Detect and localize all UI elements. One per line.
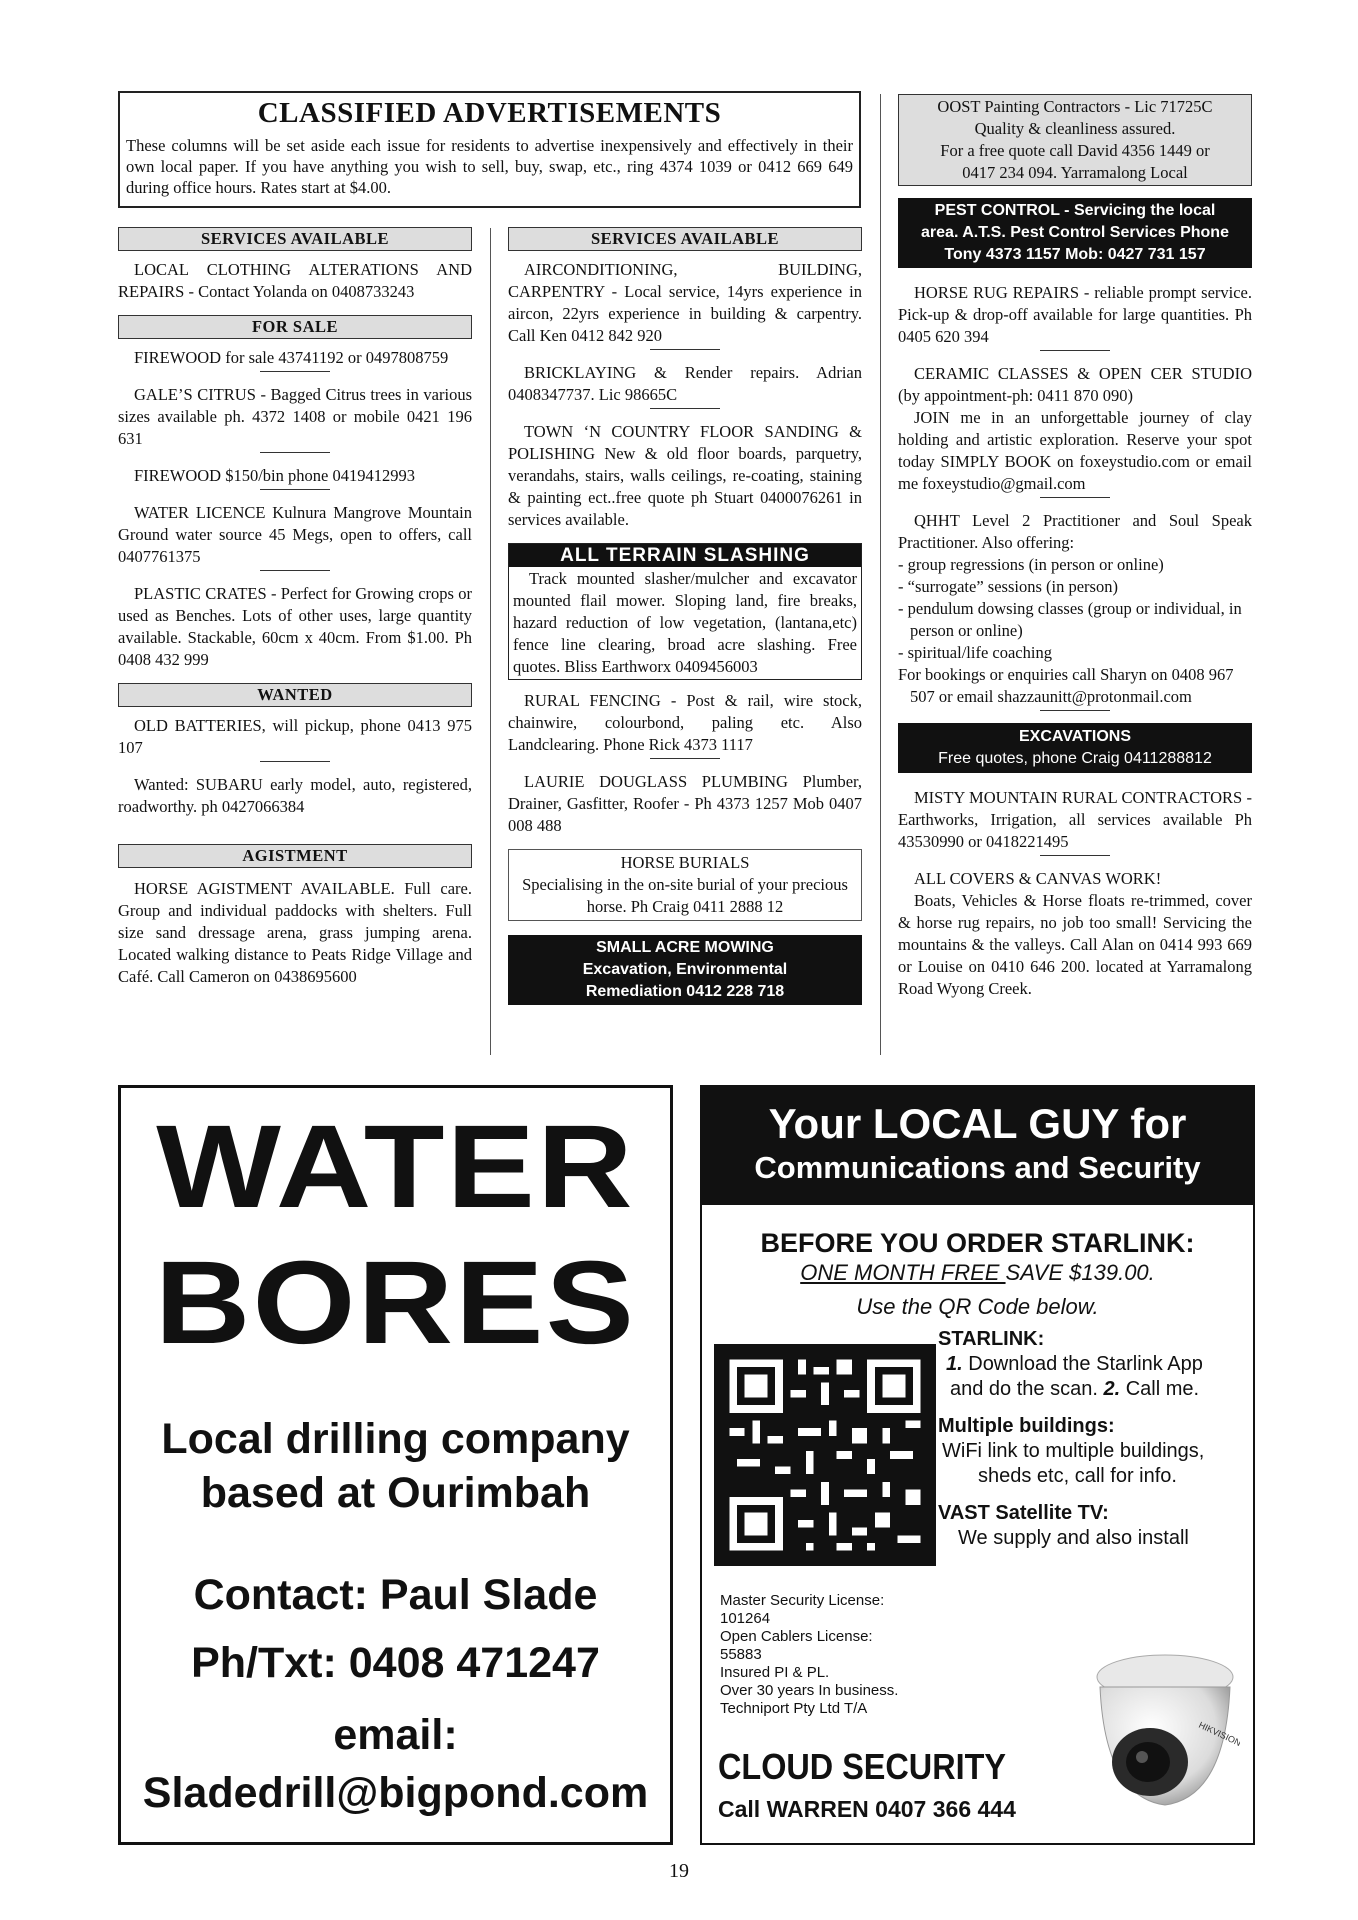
- horse-burials-title: HORSE BURIALS: [620, 853, 750, 872]
- ad-plumbing: LAURIE DOUGLASS PLUMBING Plumber, Drainer, Gasfitter, Roofer - Ph 4373 1257 Mob 0407 008 488: [508, 772, 862, 835]
- starlink-offer: ONE MONTH FREE: [800, 1260, 1006, 1285]
- qr-code-icon: [714, 1344, 936, 1566]
- qr-note: Use the QR Code below.: [856, 1294, 1099, 1319]
- qr-code[interactable]: [714, 1344, 936, 1566]
- step-1-number: 1.: [946, 1353, 963, 1375]
- qhht-list: [898, 554, 1252, 664]
- column-divider: [880, 94, 881, 1055]
- step-2-text-b: Call me.: [1120, 1378, 1200, 1400]
- ad-misty-mountain: MISTY MOUNTAIN RURAL CONTRACTORS - Earthworks, Irrigation, all services available Ph 43530990 or 0418221495: [898, 788, 1252, 851]
- vast-body: We supply and also install: [958, 1527, 1189, 1549]
- comms-security-ad: [700, 1085, 1255, 1845]
- starlink-offer-line: [702, 1259, 1253, 1287]
- page-number: 19: [669, 1860, 689, 1882]
- water-bores-sub-1: Local drilling company: [161, 1415, 630, 1463]
- classified-header-box: [118, 91, 861, 208]
- ad-floor-sanding: TOWN ‘N COUNTRY FLOOR SANDING & POLISHING New & old floor boards, parquetry, verandahs, stairs, walls ceilings, re-coating, staining & painting ect..free quote ph Stuart 0400076261 in services available.: [508, 422, 862, 529]
- column-1: [118, 227, 472, 988]
- starlink-before: BEFORE YOU ORDER STARLINK:: [760, 1228, 1195, 1258]
- water-bores-contact: Contact: Paul Slade: [193, 1571, 598, 1619]
- call-warren: Call WARREN 0407 366 444: [718, 1796, 1016, 1822]
- oost-line-3: For a free quote call David 4356 1449 or: [940, 141, 1210, 160]
- page-title: CLASSIFIED ADVERTISEMENTS: [257, 97, 722, 129]
- water-bores-headline-1: WATER: [156, 1101, 635, 1233]
- separator: [1040, 497, 1110, 498]
- qhht-intro: QHHT Level 2 Practitioner and Soul Speak Practitioner. Also offering:: [898, 511, 1252, 552]
- covers-title: ALL COVERS & CANVAS WORK!: [914, 869, 1162, 888]
- step-1-text: Download the Starlink App: [962, 1353, 1203, 1375]
- pest-line-3: Tony 4373 1157 Mob: 0427 731 157: [944, 246, 1206, 263]
- qhht-contact: For bookings or enquiries call Sharyn on 0408 967 507 or email shazzaunitt@protonmail.com: [898, 665, 1234, 706]
- license-line: Master Security License:: [720, 1592, 885, 1609]
- ad-citrus: GALE’S CITRUS - Bagged Citrus trees in various sizes available ph. 4372 1408 or mobile 0421 196 631: [118, 385, 472, 448]
- separator: [1040, 855, 1110, 856]
- comms-header-2: Communications and Security: [754, 1150, 1201, 1185]
- step-2-text-a: and do the scan.: [950, 1378, 1104, 1400]
- water-bores-email: Sladedrill@bigpond.com: [142, 1769, 649, 1817]
- separator: [650, 408, 720, 409]
- column-2: [508, 227, 862, 1005]
- horse-burials-body: Specialising in the on-site burial of your precious horse. Ph Craig 0411 2888 12: [522, 875, 848, 916]
- license-line: 101264: [720, 1610, 771, 1627]
- cloud-security: CLOUD SECURITY: [718, 1746, 1007, 1787]
- slashing-ad-box: [508, 543, 862, 680]
- license-info: [720, 1592, 898, 1718]
- section-heading-services-2: SERVICES AVAILABLE: [508, 227, 862, 251]
- horse-burials-box: [508, 849, 862, 921]
- covers-body: Boats, Vehicles & Horse floats re-trimmed, cover & horse rug repairs, no job too small! Servicing the mountains & the valleys. Call Alan on 0414 993 669 or Louise on 0410 646 200. located at Yarramalong Road Wyong Creek.: [898, 891, 1252, 998]
- section-heading-agistment: AGISTMENT: [118, 844, 472, 868]
- water-bores-headline-2: BORES: [154, 1237, 637, 1369]
- qhht-item: - “surrogate” sessions (in person): [898, 577, 1118, 596]
- slashing-ad-title: ALL TERRAIN SLASHING: [509, 544, 861, 567]
- qhht-item: - pendulum dowsing classes (group or individual, in person or online): [898, 599, 1242, 640]
- separator: [260, 371, 330, 372]
- separator: [260, 489, 330, 490]
- excavations-body: Free quotes, phone Craig 0411288812: [938, 750, 1212, 767]
- starlink-info: [938, 1327, 1248, 1551]
- section-heading-services: SERVICES AVAILABLE: [118, 227, 472, 251]
- slashing-ad-body: Track mounted slasher/mulcher and excavator mounted flail mower. Sloping land, fire breaks, hazard reduction of low vegetation, (lantana,etc) fence line clearing, broad acre slashing. Free quotes. Bliss Earthworx 0409456003: [513, 569, 857, 676]
- pest-line-2: area. A.T.S. Pest Control Services Phone: [921, 224, 1229, 241]
- ad-firewood-2: FIREWOOD $150/bin phone 0419412993: [134, 466, 415, 485]
- ad-subaru: Wanted: SUBARU early model, auto, registered, roadworthy. ph 0427066384: [118, 775, 472, 816]
- oost-line-4: 0417 234 094. Yarramalong Local: [962, 163, 1188, 182]
- separator: [260, 452, 330, 453]
- excavations-ad: [898, 723, 1252, 773]
- ad-rural-fencing: RURAL FENCING - Post & rail, wire stock, chainwire, colourbond, paling etc. Also Landclearing. Phone Rick 4373 1117: [508, 691, 862, 754]
- column-divider: [490, 228, 491, 1055]
- ad-clothing: LOCAL CLOTHING ALTERATIONS AND REPAIRS - Contact Yolanda on 0408733243: [118, 260, 472, 301]
- pest-line-1: PEST CONTROL - Servicing the local: [934, 202, 1216, 219]
- separator: [650, 758, 720, 759]
- water-bores-email-label: email:: [333, 1711, 458, 1759]
- license-line: 55883: [720, 1646, 762, 1663]
- ad-horse-rug: HORSE RUG REPAIRS - reliable prompt service. Pick-up & drop-off available for large quantities. Ph 0405 620 394: [898, 283, 1252, 346]
- camera-brand-label: HIKVISION: [1197, 1719, 1240, 1749]
- ad-bricklaying: BRICKLAYING & Render repairs. Adrian 0408347737. Lic 98665C: [508, 363, 862, 404]
- excavations-title: EXCAVATIONS: [1018, 728, 1131, 745]
- ad-agistment: HORSE AGISTMENT AVAILABLE. Full care. Group and individual paddocks with shelters. Full size sand dressage arena, grass jumping arena. Located walking distance to Peats Ridge Village and Café. Call Cameron on 0438695600: [118, 879, 472, 986]
- water-bores-phone: Ph/Txt: 0408 471247: [191, 1639, 600, 1687]
- separator: [260, 761, 330, 762]
- multi-buildings-title: Multiple buildings:: [938, 1415, 1115, 1437]
- starlink-step-1: [938, 1352, 1248, 1377]
- ad-ceramic: CERAMIC CLASSES & OPEN CER STUDIO (by appointment-ph: 0411 870 090): [898, 364, 1252, 405]
- ad-batteries: OLD BATTERIES, will pickup, phone 0413 975 107: [118, 716, 472, 757]
- multi-buildings-1: WiFi link to multiple buildings,: [942, 1440, 1205, 1462]
- starlink-step-2: [938, 1377, 1248, 1402]
- oost-line-1: OOST Painting Contractors - Lic 71725C: [937, 97, 1213, 116]
- mowing-ad: [508, 935, 862, 1005]
- mowing-line-2: Excavation, Environmental: [582, 961, 788, 978]
- starlink-save: SAVE $139.00.: [1005, 1260, 1155, 1285]
- separator: [650, 349, 720, 350]
- starlink-title: STARLINK:: [938, 1328, 1045, 1350]
- separator: [260, 570, 330, 571]
- ad-firewood-1: FIREWOOD for sale 43741192 or 0497808759: [134, 348, 449, 367]
- qhht-item: - spiritual/life coaching: [898, 643, 1052, 662]
- vast-title: VAST Satellite TV:: [938, 1502, 1109, 1524]
- ad-water-licence: WATER LICENCE Kulnura Mangrove Mountain Ground water source 45 Megs, open to offers, call 0407761375: [118, 503, 472, 566]
- water-bores-sub-2: based at Ourimbah: [200, 1469, 591, 1517]
- ad-ceramic-body: JOIN me in an unforgettable journey of clay holding and artistic exploration. Reserve your spot today SIMPLY BOOK on foxeystudio.com or email me foxeystudio@gmail.com: [898, 408, 1252, 493]
- ad-plastic-crates: PLASTIC CRATES - Perfect for Growing crops or used as Benches. Lots of other uses, large quantity available. Stackable, 60cm x 40cm. From $1.00. Ph 0408 432 999: [118, 584, 472, 669]
- separator: [1040, 350, 1110, 351]
- header-intro: These columns will be set aside each issue for residents to advertise inexpensively and effectively in their own local paper. If you have anything you wish to sell, buy, swap, etc., ring 4374 1039 or 0412 669 649 during office hours. Rates start at $4.00.: [126, 136, 853, 197]
- pest-control-ad: [898, 198, 1252, 268]
- license-line: Open Cablers License:: [720, 1628, 873, 1645]
- mowing-line-1: SMALL ACRE MOWING: [596, 939, 774, 956]
- oost-line-2: Quality & cleanliness assured.: [974, 119, 1176, 138]
- license-line: Over 30 years In business.: [720, 1682, 899, 1699]
- multi-buildings-2: sheds etc, call for info.: [978, 1465, 1177, 1487]
- license-line: Insured PI & PL.: [720, 1664, 830, 1681]
- comms-header: [702, 1087, 1253, 1205]
- section-heading-for-sale: FOR SALE: [118, 315, 472, 339]
- mowing-line-3: Remediation 0412 228 718: [585, 983, 785, 1000]
- qhht-item: - group regressions (in person or online): [898, 555, 1164, 574]
- separator: [1040, 710, 1110, 711]
- oost-ad-box: [898, 94, 1252, 186]
- column-3: [898, 94, 1252, 1000]
- water-bores-ad: [118, 1085, 673, 1845]
- license-line: Techniport Pty Ltd T/A: [720, 1700, 868, 1717]
- comms-header-1: Your LOCAL GUY for: [768, 1100, 1187, 1147]
- security-camera-icon: [1080, 1647, 1240, 1812]
- section-heading-wanted: WANTED: [118, 683, 472, 707]
- step-2-number: 2.: [1103, 1378, 1121, 1400]
- ad-aircon: AIRCONDITIONING, BUILDING, CARPENTRY - Local service, 14yrs experience in aircon, 22yrs experience in building & carpentry. Call Ken 0412 842 920: [508, 260, 862, 345]
